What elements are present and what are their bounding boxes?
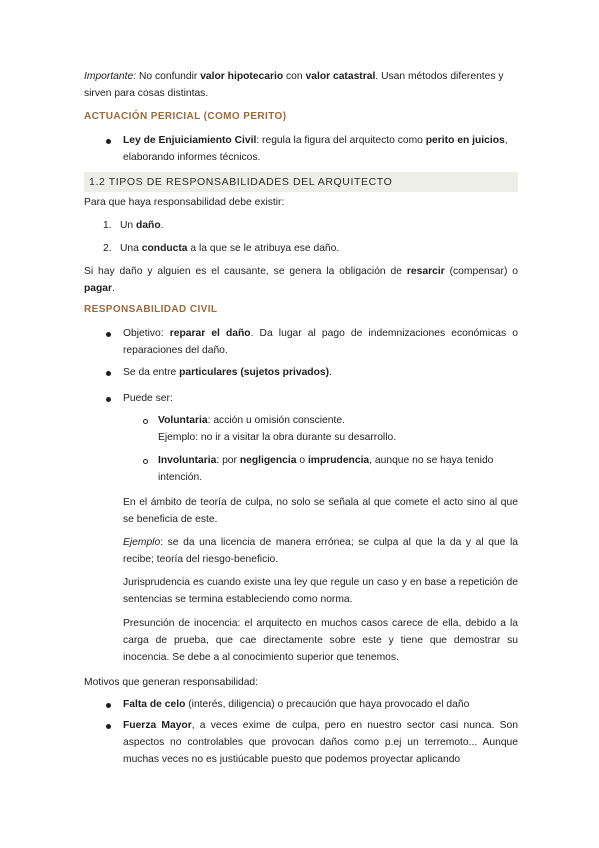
heading-responsabilidad-civil: RESPONSABILIDAD CIVIL: [84, 304, 218, 315]
intro-text: No confundir: [136, 71, 201, 82]
reparar-el-dano: reparar el daño: [169, 328, 251, 339]
item-bold: daño: [136, 220, 161, 231]
particulares: particulares (sujetos privados): [179, 367, 330, 378]
bullet-icon: [106, 371, 111, 376]
bullet-text: Se da entre: [123, 367, 180, 378]
sub-text: , aunque no se haya tenido intención.: [158, 455, 494, 483]
bullet-text: : regula la figura del arquitecto como: [256, 135, 426, 146]
item-text: Una: [120, 243, 142, 254]
motivo-falta-de-celo: [123, 696, 518, 713]
perito-en-juicios: perito en juicios: [425, 135, 505, 146]
list-item: [120, 217, 518, 234]
intro-text: . Usan métodos diferentes y sirven para cosas distintas.: [84, 71, 504, 99]
intro-text: con: [283, 71, 306, 82]
ejemplo-paragraph: [123, 534, 518, 568]
item-text: Un: [120, 220, 137, 231]
bullet-text: .: [329, 367, 332, 378]
voluntaria-item: [158, 412, 518, 446]
paragraph-text: Si hay daño y alguien es el causante, se genera la obligación de: [84, 266, 407, 277]
civil-bullet-puede-ser: Puede ser:: [123, 393, 173, 404]
list-item: [120, 240, 518, 257]
sub-text: o: [296, 455, 308, 466]
sub-text: : por: [216, 455, 240, 466]
presuncion-paragraph: Presunción de inocencia: el arquitecto en muchos casos carece de ella, debido a la carga de prueba, que cae directamente sobre este y tiene que demostrar su inocencia. Se debe a al conocimiento superior que tenemos.: [123, 618, 518, 663]
list-number: 1.: [103, 220, 112, 231]
negligencia: negligencia: [239, 455, 297, 466]
resarcir: resarcir: [406, 266, 445, 277]
culpa-paragraph: En el ámbito de teoría de culpa, no solo se señala al que comete el acto sino al que se beneficia de este.: [123, 497, 518, 525]
bullet-text: , a veces exime de culpa, pero en nuestro sector casi nunca. Son aspectos no controlables que provocan daños como p.ej un terremoto... Aunque muchas veces no es justiúcable puesto que podemos proyectar aplicando: [123, 720, 518, 765]
falta-de-celo: Falta de celo: [123, 699, 186, 710]
bullet-icon: [106, 397, 111, 402]
heading-actuacion-pericial: ACTUACIÓN PERICIAL (COMO PERITO): [84, 111, 287, 122]
bullet-text: Objetivo:: [123, 328, 170, 339]
resarcir-paragraph: [84, 263, 518, 297]
paragraph-text: (compensar) o: [444, 266, 519, 277]
jurisprudencia-paragraph: Jurisprudencia es cuando existe una ley que regule un caso y en base a repetición de sentencias se termina estableciendo como norma.: [123, 577, 518, 605]
civil-bullet-particulares: [123, 364, 518, 381]
ejemplo-label: Ejemplo: [123, 537, 161, 548]
civil-bullet-objetivo: [123, 325, 518, 359]
motivo-fuerza-mayor: [123, 717, 518, 768]
item-text: a la que se le atribuya ese daño.: [187, 243, 340, 254]
paragraph-text: .: [112, 283, 115, 294]
bullet-icon: [106, 332, 111, 337]
bullet-icon: [106, 724, 111, 729]
section-lead: Para que haya responsabilidad debe existir:: [84, 197, 285, 208]
imprudencia: imprudencia: [307, 455, 370, 466]
section-heading-1-2: 1.2 TIPOS DE RESPONSABILIDADES DEL ARQUITECTO: [84, 172, 518, 192]
intro-paragraph: [84, 68, 518, 102]
ley-enjuiciamiento: Ley de Enjuiciamiento Civil: [123, 135, 257, 146]
bullet-text: (interés, diligencia) o precaución que haya provocado el daño: [185, 699, 470, 710]
motivos-lead: Motivos que generan responsabilidad:: [84, 677, 259, 688]
sub-text: : acción u omisión consciente.: [207, 415, 345, 426]
list-number: 2.: [103, 243, 112, 254]
bullet-icon: [106, 703, 111, 708]
sub-bullet-icon: [143, 459, 148, 464]
actuacion-bullet: [123, 132, 518, 166]
voluntaria: Voluntaria: [158, 415, 208, 426]
sub-bullet-icon: [143, 419, 148, 424]
bullet-text: . Da lugar al pago de indemnizaciones económicas o reparaciones del daño.: [123, 328, 518, 356]
voluntaria-example: Ejemplo: no ir a visitar la obra durante su desarrollo.: [158, 432, 397, 443]
importante-label: Importante:: [84, 71, 137, 82]
bullet-text: , elaborando informes técnicos.: [123, 135, 508, 163]
valor-hipotecario: valor hipotecario: [200, 71, 284, 82]
fuerza-mayor: Fuerza Mayor: [123, 720, 192, 731]
pagar: pagar: [84, 283, 113, 294]
item-text: .: [160, 220, 164, 231]
item-bold: conducta: [141, 243, 188, 254]
paragraph-text: : se da una licencia de manera errónea; se culpa al que la da y al que la recibe; teoría del riesgo-beneficio.: [123, 537, 518, 565]
valor-catastral: valor catastral: [305, 71, 376, 82]
involuntaria-item: [158, 452, 518, 486]
involuntaria: Involuntaria: [158, 455, 217, 466]
bullet-icon: [106, 139, 111, 144]
